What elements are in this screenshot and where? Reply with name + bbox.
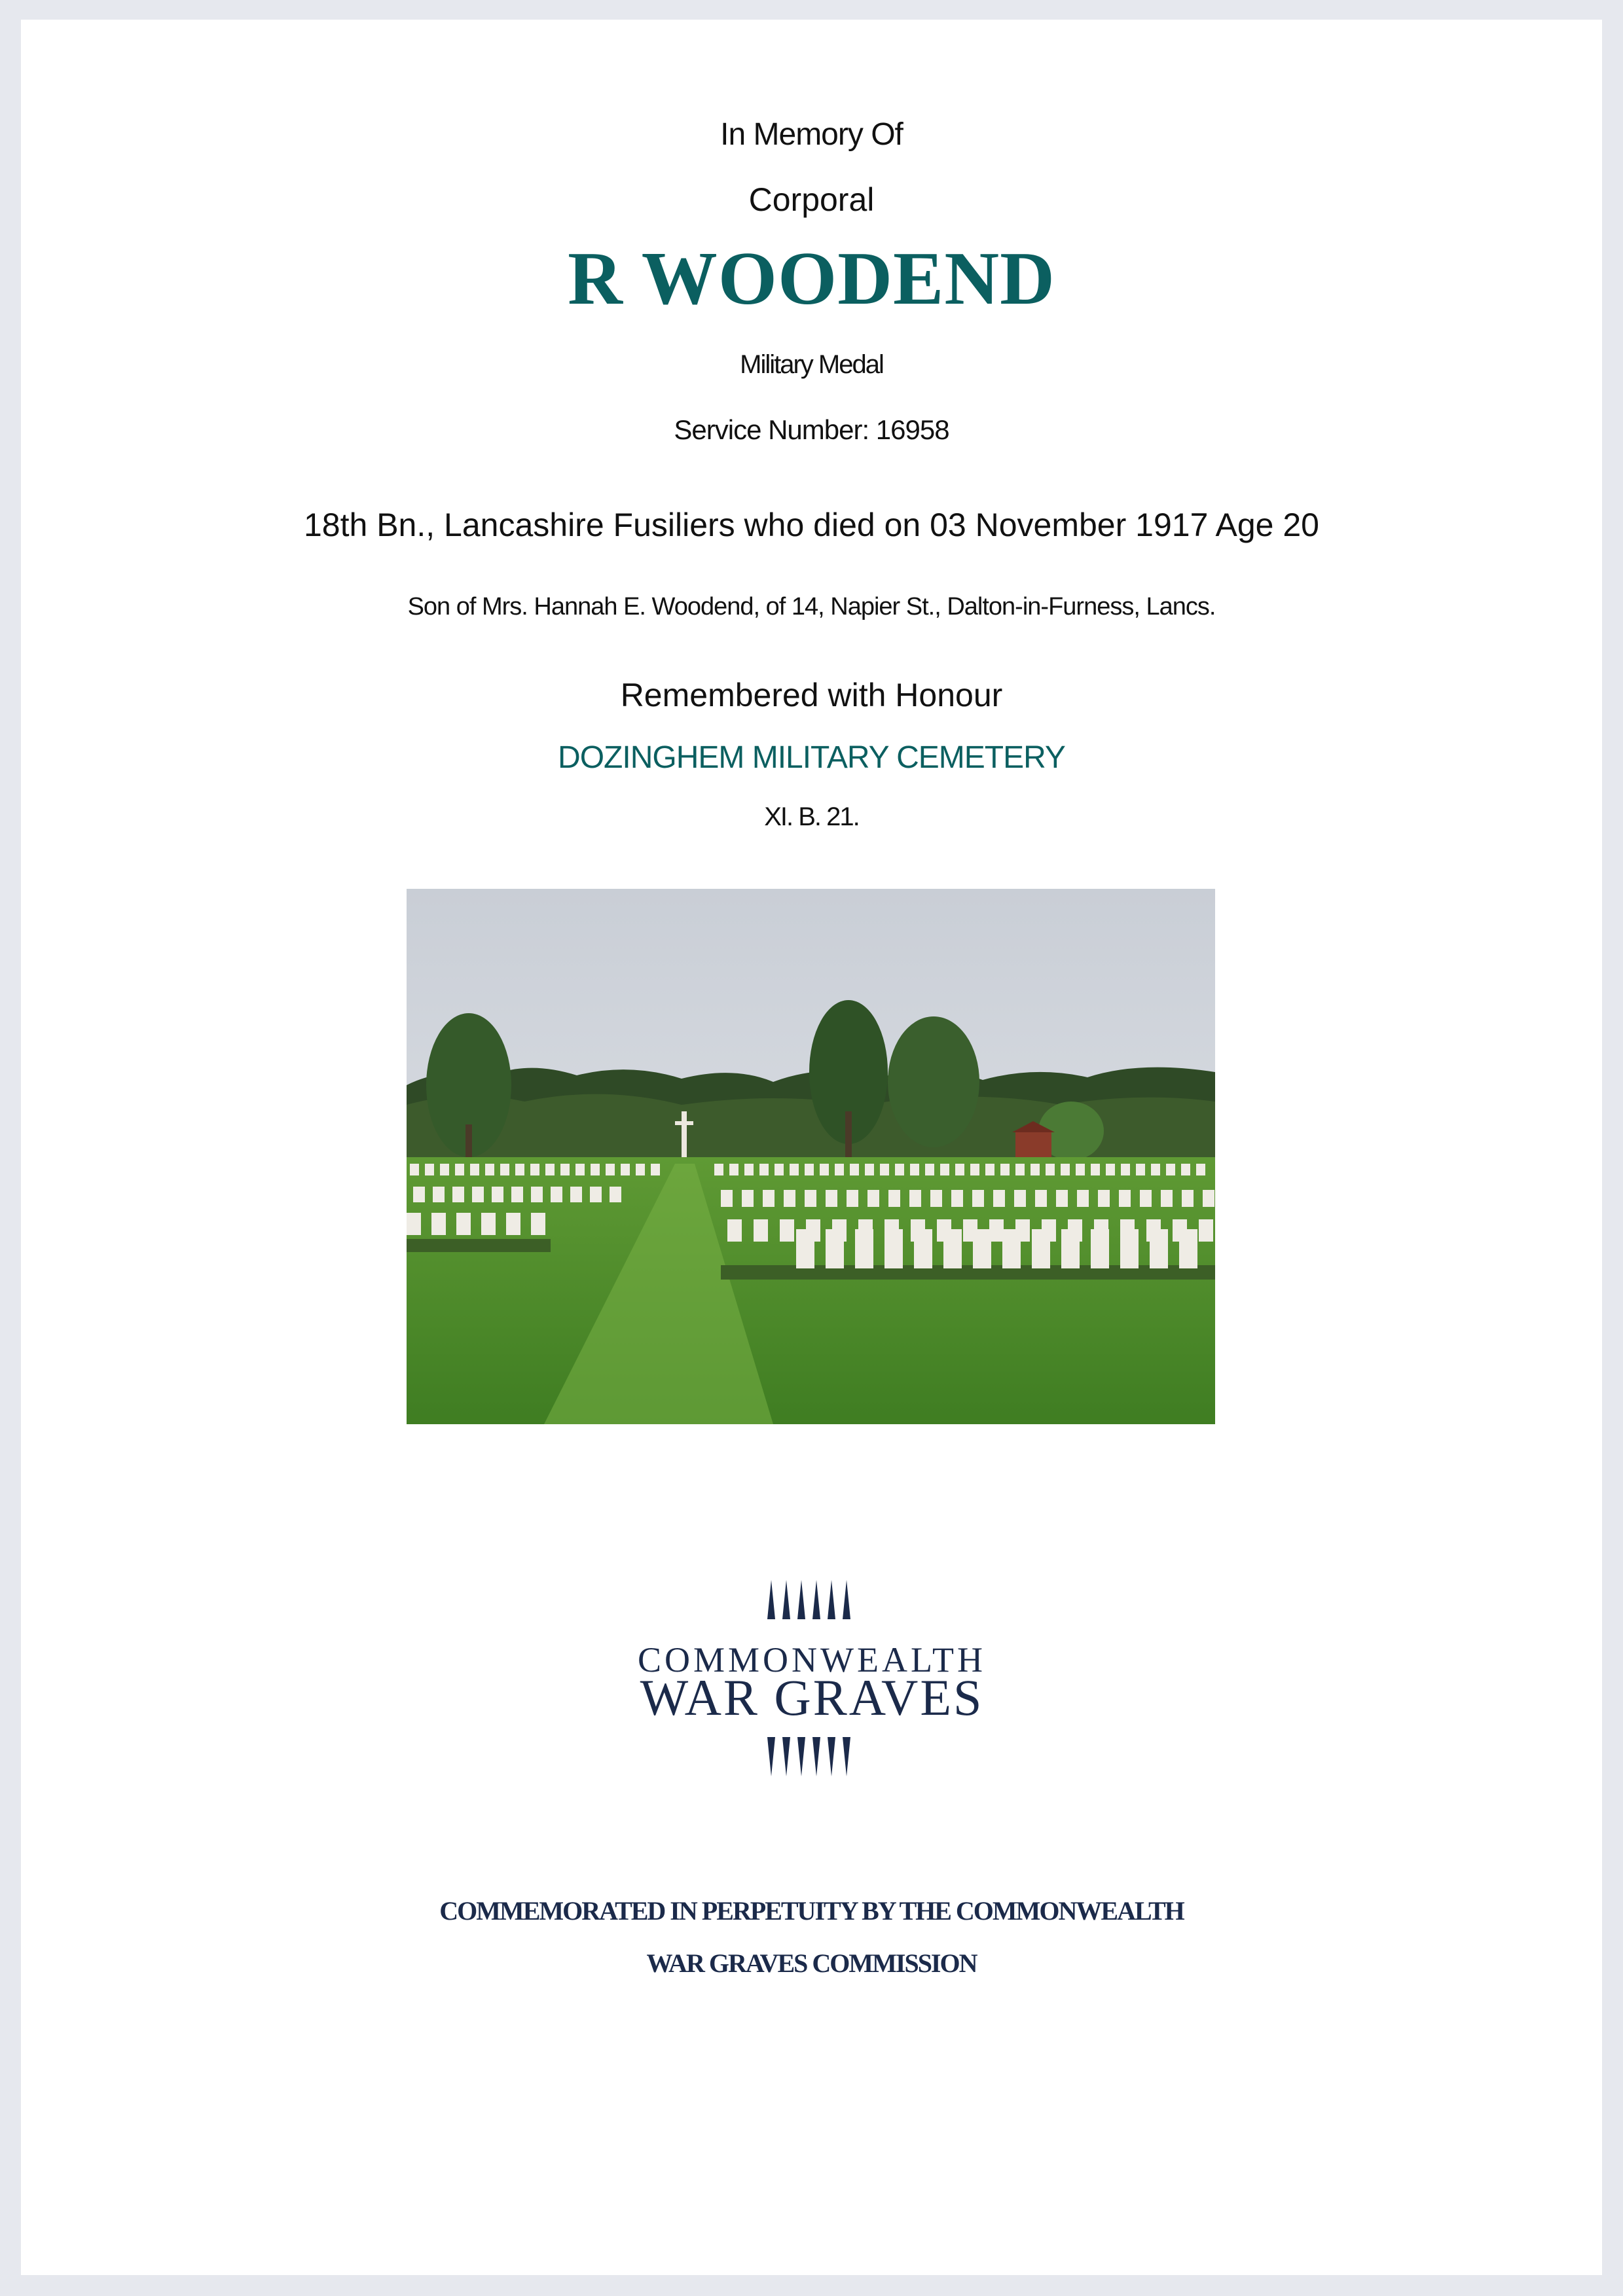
- commemoration-line-1: COMMEMORATED IN PERPETUITY BY THE COMMONWEALTH: [439, 1896, 1184, 1926]
- family-details: Son of Mrs. Hannah E. Woodend, of 14, Napier St., Dalton-in-Furness, Lancs.: [407, 593, 1216, 620]
- remembered-with-honour: Remembered with Honour: [620, 677, 1003, 713]
- cwgc-logo: [21, 1580, 1602, 1803]
- logo-line-2: WAR GRAVES: [640, 1669, 983, 1726]
- logo-bottom-spikes: [767, 1737, 850, 1776]
- cemetery-photo: [407, 889, 1215, 1424]
- casualty-name: R WOODEND: [568, 237, 1055, 321]
- grave-reference: XI. B. 21.: [764, 802, 859, 831]
- honours-label: Military Medal: [740, 350, 883, 379]
- certificate-page: [21, 20, 1602, 2275]
- logo-line-1: COMMONWEALTH: [637, 1640, 986, 1679]
- commemoration-line-2: WAR GRAVES COMMISSION: [646, 1948, 977, 1978]
- rank-label: Corporal: [748, 181, 875, 218]
- unit-death-details: 18th Bn., Lancashire Fusiliers who died on 03 November 1917 Age 20: [304, 507, 1319, 543]
- cemetery-name: DOZINGHEM MILITARY CEMETERY: [558, 740, 1065, 775]
- service-number: Service Number: 16958: [674, 414, 949, 445]
- in-memory-heading: In Memory Of: [720, 117, 903, 152]
- logo-top-spikes: [767, 1580, 850, 1619]
